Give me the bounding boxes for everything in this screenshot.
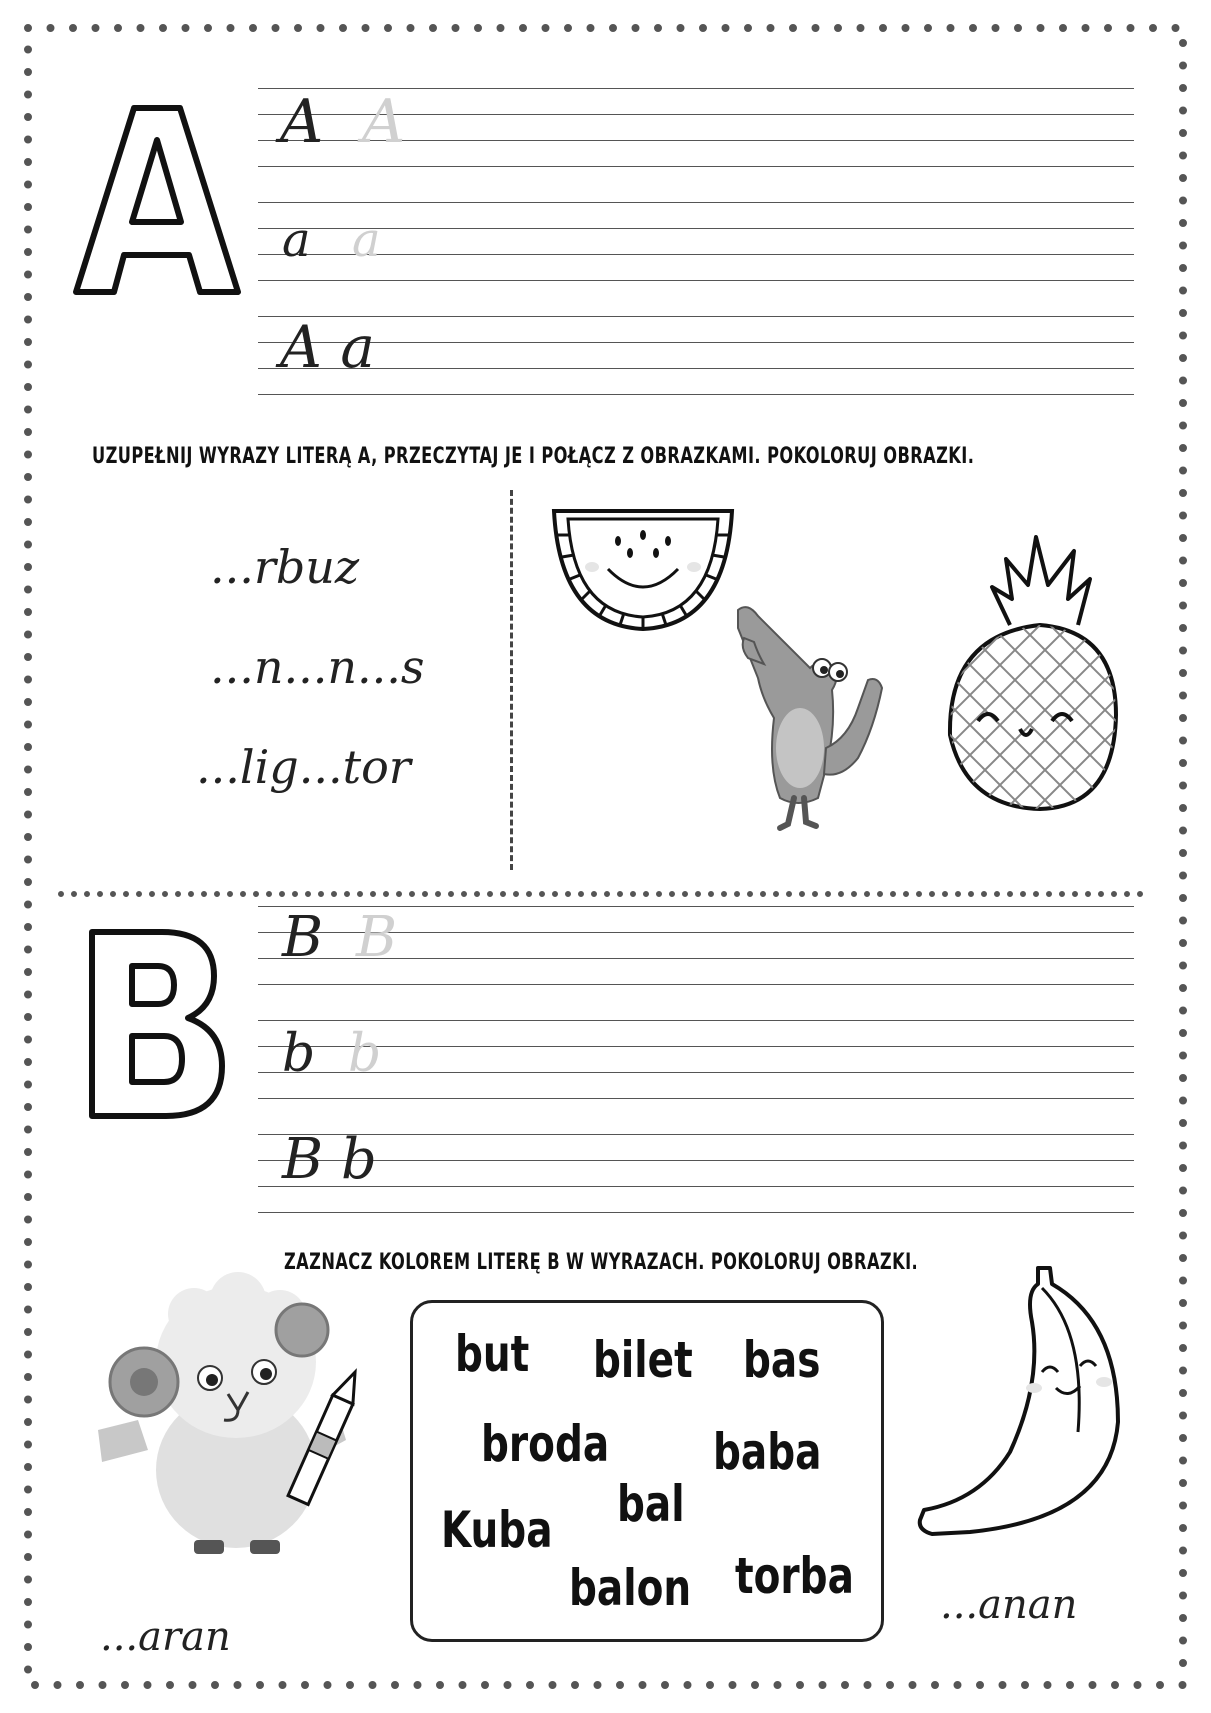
word-torba[interactable]: torba [735,1547,854,1605]
trace-model-a-upper: A [280,87,324,157]
big-letter-a [72,100,242,300]
trace-model-b-lower: b [282,1024,316,1084]
instruction-b: ZAZNACZ KOLOREM LITERĘ B W WYRAZACH. POKOLORUJ OBRAZKI. [284,1250,919,1275]
caption-anan: ...anan [940,1582,1078,1628]
dashed-divider [510,490,513,870]
word-bas[interactable]: bas [743,1331,821,1389]
trace-ghost-a-upper: A [362,87,406,157]
trace-ghost-b-upper: B [356,905,398,970]
alligator-icon [718,598,898,838]
word-fill-1: ...rbuz [210,540,360,594]
word-baba[interactable]: baba [713,1423,822,1481]
trace-ghost-b-lower: b [348,1024,382,1084]
pineapple-icon [940,515,1120,815]
word-broda[interactable]: broda [481,1415,610,1473]
trace-model-a-lower: a [282,212,311,268]
word-fill-3: ...lig...tor [196,740,411,794]
instruction-a: UZUPEŁNIJ WYRAZY LITERĄ A, PRZECZYTAJ JE I POŁĄCZ Z OBRAZKAMI. POKOLORUJ OBRAZKI. [92,444,975,469]
word-but[interactable]: but [455,1325,530,1383]
ram-icon [88,1270,378,1590]
word-fill-2: ...n...n...s [210,640,425,694]
trace-ghost-a-lower: a [352,212,381,268]
big-letter-b [86,926,226,1122]
word-bal[interactable]: bal [617,1475,685,1533]
trace-model-b-upper: B [282,905,324,970]
watermelon-icon [548,505,738,635]
banana-icon [910,1262,1130,1542]
word-box [410,1300,884,1642]
word-balon[interactable]: balon [569,1559,692,1617]
caption-aran: ...aran [100,1614,231,1660]
dotted-separator [58,882,1152,888]
word-bilet[interactable]: bilet [593,1331,693,1389]
trace-model-b-pair: B b [282,1127,377,1192]
trace-model-a-pair: A a [280,313,375,381]
word-kuba[interactable]: Kuba [441,1501,553,1559]
